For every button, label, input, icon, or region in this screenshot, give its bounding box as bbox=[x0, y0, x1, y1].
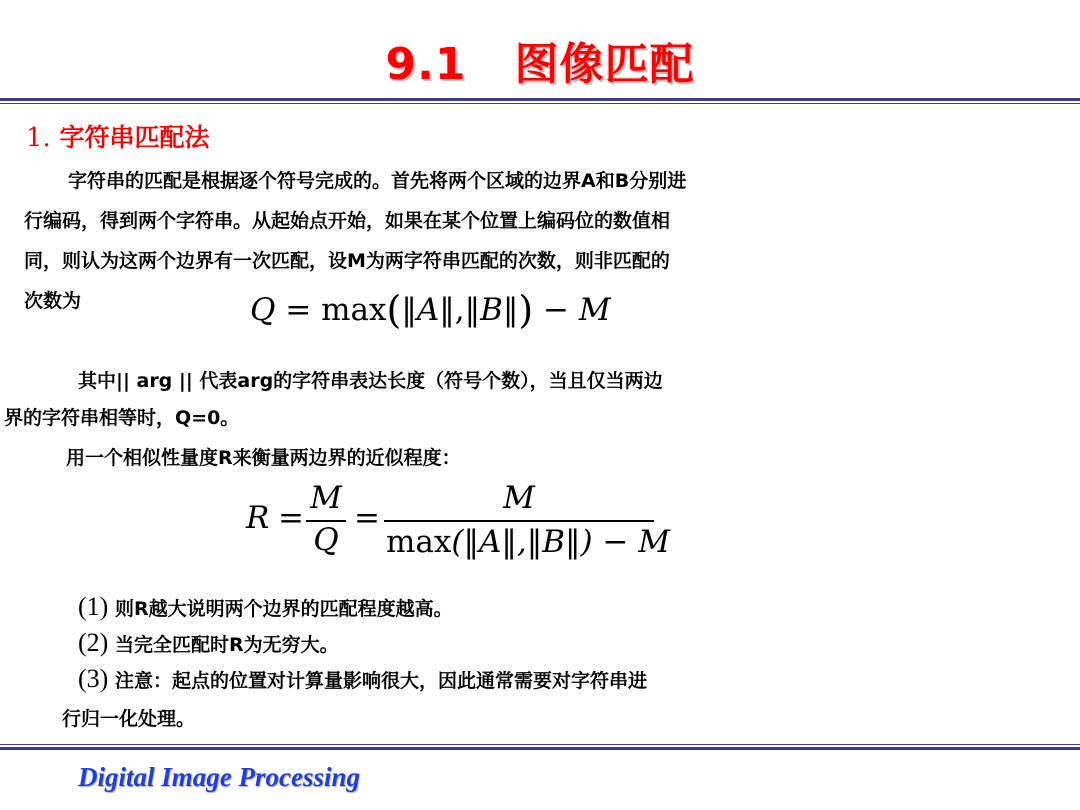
footer-rule-thin bbox=[0, 744, 1080, 745]
formula-r-bar2 bbox=[384, 520, 654, 522]
title-rule-thin bbox=[0, 103, 1080, 104]
para1-line4: 次数为 bbox=[24, 290, 82, 312]
title-number: 9.1 bbox=[385, 39, 467, 90]
formula-q-minus: − bbox=[543, 292, 570, 328]
formula-r-eq2: = bbox=[354, 500, 380, 536]
para2-line1: 其中|| arg || 代表arg的字符串表达长度（符号个数），当且仅当两边 bbox=[78, 370, 663, 392]
item-3 bbox=[78, 664, 647, 694]
footer-text: Digital Image Processing bbox=[78, 762, 360, 792]
formula-r-num1: M bbox=[310, 480, 342, 516]
section-number: 1. bbox=[26, 123, 51, 153]
para2-line2: 界的字符串相等时，Q=0。 bbox=[4, 407, 240, 429]
slide-title bbox=[0, 28, 1080, 92]
formula-q-max: max bbox=[321, 292, 387, 328]
formula-r-den1: Q bbox=[313, 522, 339, 558]
formula-r-den2-norm: (‖A‖,‖B‖) bbox=[451, 524, 593, 560]
formula-r-eq1: = bbox=[278, 500, 304, 536]
title-text: 图像匹配 bbox=[514, 39, 695, 90]
item-2-text: 当完全匹配时R为无穷大。 bbox=[114, 634, 339, 656]
formula-q-m: M bbox=[578, 292, 611, 328]
section-heading bbox=[26, 118, 210, 154]
item-3-text: 注意：起点的位置对计算量影响很大，因此通常需要对字符串进 bbox=[114, 670, 647, 692]
formula-q bbox=[250, 288, 611, 332]
item-1-text: 则R越大说明两个边界的匹配程度越高。 bbox=[114, 598, 453, 620]
formula-q-eq: = bbox=[285, 292, 312, 328]
formula-q-open: ( bbox=[386, 288, 402, 332]
item-3-continuation: 行归一化处理。 bbox=[62, 708, 196, 730]
formula-r-den2-max: max bbox=[386, 524, 452, 560]
formula-r-den2 bbox=[386, 524, 670, 560]
section-title: 字符串匹配法 bbox=[59, 123, 210, 152]
item-2-num: (2) bbox=[78, 628, 109, 657]
formula-r-den2-minus: − M bbox=[602, 524, 671, 560]
para1-line2: 行编码，得到两个字符串。从起始点开始，如果在某个位置上编码位的数值相 bbox=[24, 210, 671, 232]
formula-q-comma: , bbox=[454, 292, 465, 328]
para3: 用一个相似性量度R来衡量两边界的近似程度： bbox=[66, 447, 461, 469]
para1-line1: 字符串的匹配是根据逐个符号完成的。首先将两个区域的边界A和B分别进 bbox=[68, 170, 687, 192]
footer-rule-thick bbox=[0, 747, 1080, 750]
item-1-num: (1) bbox=[78, 592, 109, 621]
formula-q-close: ) bbox=[518, 288, 534, 332]
formula-r-num2: M bbox=[503, 480, 535, 516]
formula-q-norm-a: ‖A‖ bbox=[401, 292, 455, 328]
para1-line3: 同，则认为这两个边界有一次匹配，设M为两字符串匹配的次数，则非匹配的 bbox=[24, 250, 670, 272]
title-rule-thick bbox=[0, 98, 1080, 101]
item-3-num: (3) bbox=[78, 664, 109, 693]
item-1 bbox=[78, 592, 453, 622]
formula-q-norm-b: ‖B‖ bbox=[464, 292, 519, 328]
formula-q-lhs: Q bbox=[250, 292, 276, 328]
item-2 bbox=[78, 628, 339, 658]
formula-r-lhs: R bbox=[246, 500, 270, 536]
